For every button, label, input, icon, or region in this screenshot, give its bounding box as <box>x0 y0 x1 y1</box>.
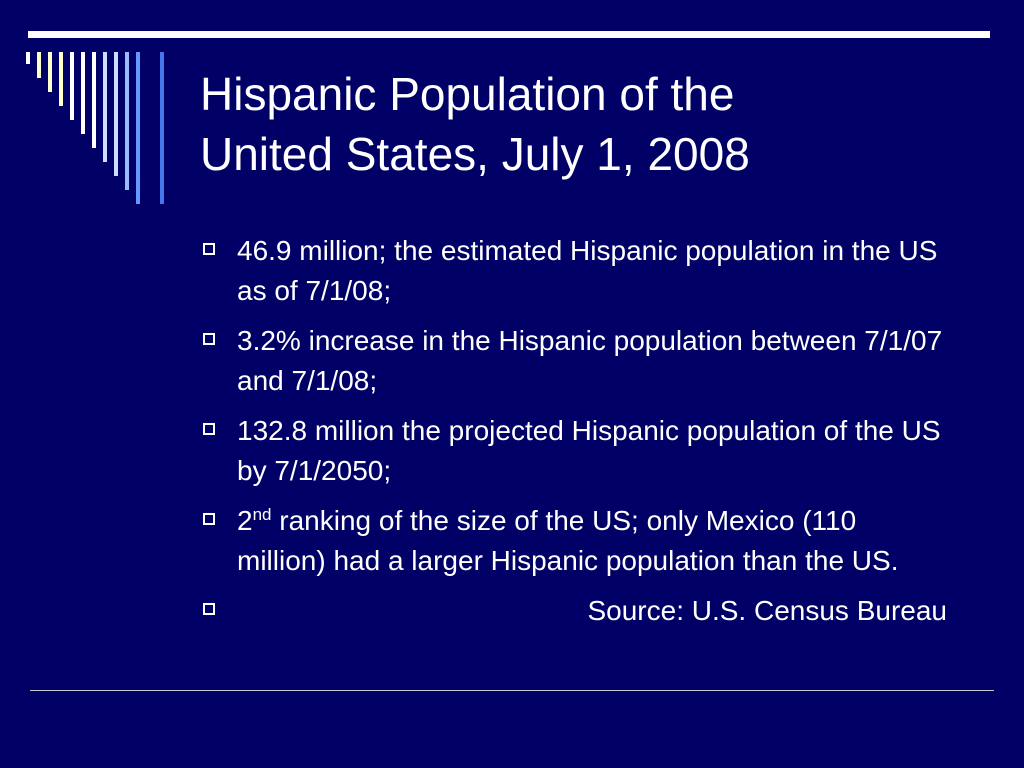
bottom-rule <box>30 690 994 691</box>
hollow-square-icon <box>203 423 215 435</box>
source-text: Source: U.S. Census Bureau <box>587 595 947 626</box>
bullet-item <box>200 231 990 311</box>
bullet-text: 3.2% increase in the Hispanic population between 7/1/07 and 7/1/08; <box>237 325 943 396</box>
hollow-square-icon <box>203 603 215 615</box>
slide-title <box>200 64 990 184</box>
hollow-square-icon <box>203 513 215 525</box>
title-line-2: United States, July 1, 2008 <box>200 128 750 180</box>
ranking-text: ranking of the size of the US; only Mexico (110 million) had a larger Hispanic population than the US. <box>237 505 899 576</box>
bullet-item <box>200 321 990 401</box>
bullet-list <box>200 231 990 641</box>
hollow-square-icon <box>203 333 215 345</box>
bullet-item <box>200 411 990 491</box>
top-rule <box>28 31 990 38</box>
bullet-text: 46.9 million; the estimated Hispanic population in the US as of 7/1/08; <box>237 235 938 306</box>
bullet-item <box>200 501 990 581</box>
title-line-1: Hispanic Population of the <box>200 68 735 120</box>
bullet-text: 132.8 million the projected Hispanic population of the US by 7/1/2050; <box>237 415 941 486</box>
source-item <box>200 591 990 631</box>
decorative-stripes <box>0 0 170 210</box>
ranking-number: 2 <box>237 505 253 536</box>
bullet-text <box>237 501 947 581</box>
ordinal-superscript: nd <box>252 505 272 524</box>
hollow-square-icon <box>203 243 215 255</box>
